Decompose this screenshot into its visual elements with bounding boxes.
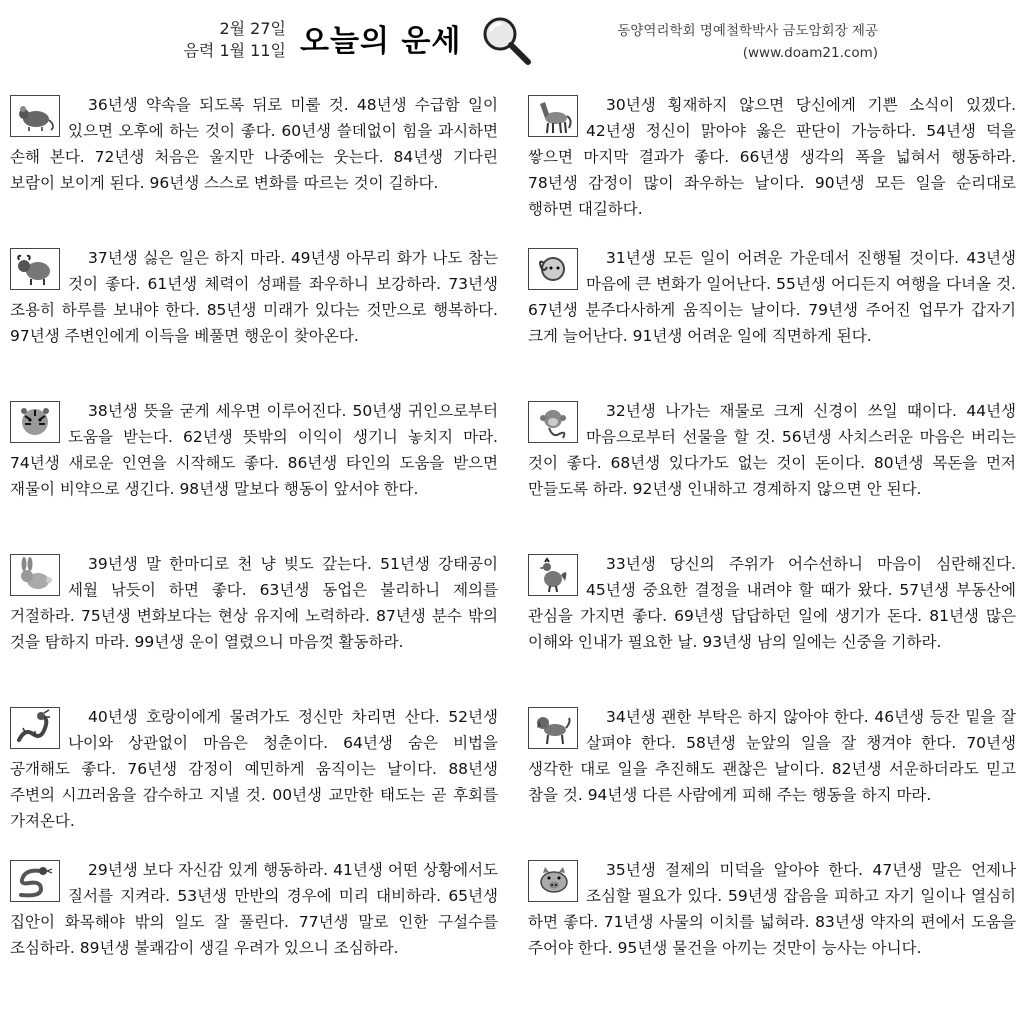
fortune-text: 37년생 싫은 일은 하지 마라. 49년생 아무리 화가 나도 참는 것이 좋다. 61년생 체력이 성패를 좌우하니 보강하라. 73년생 조용히 하루를 보내야 한다. 85년생 미래가 있다는 것만으로 행복하다. 97년생 주변인에게 이득을 베풀면 행운이 찾아온다. bbox=[10, 249, 498, 345]
fortune-entry-snake bbox=[10, 857, 498, 1010]
fortune-entry-rooster bbox=[528, 551, 1016, 704]
fortune-text: 39년생 말 한마디로 천 냥 빚도 갚는다. 51년생 강태공이 세월 낚듯이 하면 좋다. 63년생 동업은 불리하니 제의를 거절하라. 75년생 변화보다는 현상 유지에 노력하라. 87년생 분수 밖의 것을 탐하지 마라. 99년생 운이 열렸으니 마음껏 활동하라. bbox=[10, 555, 498, 651]
fortune-entry-pig bbox=[528, 857, 1016, 1010]
ox-icon bbox=[10, 248, 60, 290]
fortune-entry-dog bbox=[528, 704, 1016, 857]
rat-icon bbox=[10, 95, 60, 137]
fortune-text: 38년생 뜻을 굳게 세우면 이루어진다. 50년생 귀인으로부터 도움을 받는다. 62년생 뜻밖의 이익이 생기니 놓치지 마라. 74년생 새로운 인연을 시작해도 좋다. 86년생 타인의 도움을 받으면 재물이 비약으로 생긴다. 98년생 말보다 행동이 앞서야 한다. bbox=[10, 402, 498, 498]
fortune-text: 34년생 괜한 부탁은 하지 않아야 한다. 46년생 등잔 밑을 잘 살펴야 한다. 58년생 눈앞의 일을 잘 챙겨야 한다. 70년생 생각한 대로 일을 추진해도 괜찮은 날이다. 82년생 서운하더라도 믿고 참을 것. 94년생 다른 사람에게 피해 주는 행동을 하지 마라. bbox=[528, 708, 1016, 804]
source-credit bbox=[548, 20, 878, 64]
sheep-icon bbox=[528, 248, 578, 290]
horse-icon bbox=[528, 95, 578, 137]
pig-icon bbox=[528, 860, 578, 902]
fortune-column-left bbox=[10, 92, 498, 1010]
dragon-icon bbox=[10, 707, 60, 749]
magnifier-icon bbox=[478, 12, 534, 68]
page-header bbox=[0, 0, 1024, 80]
fortune-entry-horse bbox=[528, 92, 1016, 245]
fortune-entry-rabbit bbox=[10, 551, 498, 704]
fortune-entry-tiger bbox=[10, 398, 498, 551]
fortune-entry-rat bbox=[10, 92, 498, 245]
fortune-text: 30년생 횡재하지 않으면 당신에게 기쁜 소식이 있겠다. 42년생 정신이 맑아야 옳은 판단이 가능하다. 54년생 덕을 쌓으면 마지막 결과가 좋다. 66년생 생각의 폭을 넓혀서 행동하라. 78년생 감정이 많이 좌우하는 날이다. 90년생 모든 일을 순리대로 행하면 대길하다. bbox=[528, 96, 1016, 218]
fortune-text: 40년생 호랑이에게 물려가도 정신만 차리면 산다. 52년생 나이와 상관없이 마음은 청춘이다. 64년생 숨은 비법을 공개해도 좋다. 76년생 감정이 예민하게 움직이는 날이다. 88년생 주변의 시끄러움을 감수하고 지낼 것. 00년생 교만한 태도는 곧 후회를 가져온다. bbox=[10, 708, 498, 830]
fortune-entry-monkey bbox=[528, 398, 1016, 551]
fortune-text: 35년생 절제의 미덕을 알아야 한다. 47년생 말은 언제나 조심할 필요가 있다. 59년생 잡음을 피하고 자기 일이나 열심히 하면 좋다. 71년생 사물의 이치를 넓혀라. 83년생 약자의 편에서 도움을 주어야 한다. 95년생 물건을 아끼는 것만이 능사는 아니다. bbox=[528, 861, 1016, 957]
fortune-text: 32년생 나가는 재물로 크게 신경이 쓰일 때이다. 44년생 마음으로부터 선물을 할 것. 56년생 사치스러운 마음은 버리는 것이 좋다. 68년생 있다가도 없는 것이 돈이다. 80년생 목돈을 먼저 만들도록 하라. 92년생 인내하고 경계하지 않으면 안 된다. bbox=[528, 402, 1016, 498]
rabbit-icon bbox=[10, 554, 60, 596]
dog-icon bbox=[528, 707, 578, 749]
fortune-text: 31년생 모든 일이 어려운 가운데서 진행될 것이다. 43년생 마음에 큰 변화가 일어난다. 55년생 어디든지 여행을 다녀올 것. 67년생 분주다사하게 움직이는 날이다. 79년생 주어진 업무가 갑자기 크게 늘어난다. 91년생 어려운 일에 직면하게 된다. bbox=[528, 249, 1016, 345]
snake-icon bbox=[10, 860, 60, 902]
lunar-date: 음력 1월 11일 bbox=[183, 41, 286, 60]
date-block bbox=[168, 18, 286, 62]
rooster-icon bbox=[528, 554, 578, 596]
fortune-entry-ox bbox=[10, 245, 498, 398]
page-title: 오늘의 운세 bbox=[300, 24, 462, 59]
monkey-icon bbox=[528, 401, 578, 443]
solar-date: 2월 27일 bbox=[219, 19, 286, 38]
fortune-text: 36년생 약속을 되도록 뒤로 미룰 것. 48년생 수급함 일이 있으면 오후에 하는 것이 좋다. 60년생 쓸데없이 힘을 과시하면 손해 본다. 72년생 처음은 울지만 나중에는 웃는다. 84년생 기다린 보람이 보이게 된다. 96년생 스스로 변화를 따르는 것이 길하다. bbox=[10, 96, 498, 192]
fortune-entry-dragon bbox=[10, 704, 498, 857]
source-name: 동양역리학회 명예철학박사 금도암회장 제공 bbox=[617, 23, 878, 39]
fortune-text: 33년생 당신의 주위가 어수선하니 마음이 심란해진다. 45년생 중요한 결정을 내려야 할 때가 왔다. 57년생 부동산에 관심을 가지면 좋다. 69년생 답답하던 일에 생기가 돈다. 81년생 많은 이해와 인내가 필요한 날. 93년생 남의 일에는 신중을 기하라. bbox=[528, 555, 1016, 651]
tiger-icon bbox=[10, 401, 60, 443]
fortune-entry-sheep bbox=[528, 245, 1016, 398]
fortune-column-right bbox=[528, 92, 1016, 1010]
source-url: (www.doam21.com) bbox=[742, 45, 878, 61]
fortune-text: 29년생 보다 자신감 있게 행동하라. 41년생 어떤 상황에서도 질서를 지켜라. 53년생 만반의 경우에 미리 대비하라. 65년생 집안이 화목해야 밖의 일도 잘 풀린다. 77년생 말로 인한 구설수를 조심하라. 89년생 불쾌감이 생길 우려가 있으니 조심하라. bbox=[10, 861, 498, 957]
